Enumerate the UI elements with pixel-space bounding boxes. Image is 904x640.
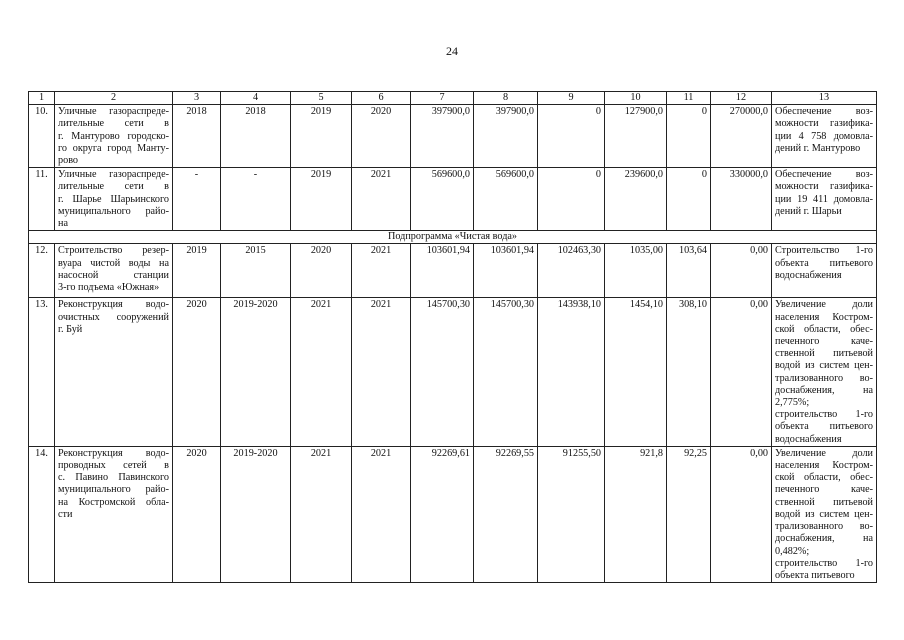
amount-cell: 1035,00	[605, 244, 667, 298]
expected-result-line: населения Костром-	[775, 311, 873, 323]
page-number: 24	[446, 44, 458, 58]
row-number: 10.	[29, 105, 55, 168]
expected-result-line: объекта питьевого	[775, 257, 873, 269]
row-number: 11.	[29, 168, 55, 231]
year-cell: 2021	[352, 168, 411, 231]
expected-result	[772, 168, 877, 231]
object-name-line: Уличные газораспреде-	[58, 169, 169, 181]
expected-result-line: объекта питьевого	[775, 569, 855, 581]
year-cell: 2020	[173, 298, 221, 446]
expected-result-line: Увеличение доли	[775, 447, 873, 459]
table-row	[29, 105, 877, 168]
year-cell: 2019	[291, 168, 352, 231]
amount-cell: 1454,10	[605, 298, 667, 446]
column-number: 9	[538, 92, 605, 105]
amount-cell: 308,10	[667, 298, 711, 446]
amount-cell: 0,00	[711, 244, 772, 298]
expected-result-line: ской области, обес-	[775, 472, 873, 484]
expected-result-line: водой из систем цен-	[775, 360, 873, 372]
year-cell: 2020	[352, 105, 411, 168]
column-number: 7	[411, 92, 474, 105]
object-name-line: Реконструкция водо-	[58, 299, 169, 311]
expected-result-line: 0,482%;	[775, 545, 810, 557]
object-name-line: на Костромской обла-	[58, 496, 169, 508]
amount-cell: 569600,0	[474, 168, 538, 231]
expected-result	[772, 446, 877, 582]
row-number: 13.	[29, 298, 55, 446]
object-name-line: Уличные газораспреде-	[58, 106, 169, 118]
year-cell: 2019	[173, 244, 221, 298]
object-name	[55, 105, 173, 168]
expected-result-line: дений г. Шарьи	[775, 205, 842, 217]
table-row	[29, 446, 877, 582]
object-name-line: муниципального райо-	[58, 205, 169, 217]
object-name-line: вуара чистой воды на	[58, 257, 169, 269]
year-cell: 2020	[173, 446, 221, 582]
column-number: 2	[55, 92, 173, 105]
row-number: 12.	[29, 244, 55, 298]
amount-cell: 921,8	[605, 446, 667, 582]
object-name-line: лительные сети в	[58, 181, 169, 193]
year-cell: -	[221, 168, 291, 231]
year-cell: 2019-2020	[221, 298, 291, 446]
object-name-line: с. Павино Павинского	[58, 472, 169, 484]
amount-cell: 0	[667, 105, 711, 168]
amount-cell: 145700,30	[474, 298, 538, 446]
object-name	[55, 168, 173, 231]
expected-result-line: водоснабжения	[775, 433, 842, 445]
amount-cell: 397900,0	[411, 105, 474, 168]
column-number: 3	[173, 92, 221, 105]
expected-result-line: объекта питьевого	[775, 421, 873, 433]
amount-cell: 127900,0	[605, 105, 667, 168]
amount-cell: 102463,30	[538, 244, 605, 298]
expected-result	[772, 105, 877, 168]
expected-result-line: печенного каче-	[775, 484, 873, 496]
amount-cell: 91255,50	[538, 446, 605, 582]
expected-result-line: трализованного во-	[775, 372, 873, 384]
object-name-line: г. Мантурово городско-	[58, 130, 169, 142]
expected-result-line: ственной питьевой	[775, 348, 873, 360]
column-number: 11	[667, 92, 711, 105]
amount-cell: 0,00	[711, 446, 772, 582]
column-number: 13	[772, 92, 877, 105]
amount-cell: 103601,94	[411, 244, 474, 298]
object-name	[55, 244, 173, 298]
expected-result-line: ской области, обес-	[775, 323, 873, 335]
amount-cell: 270000,0	[711, 105, 772, 168]
amount-cell: 0	[667, 168, 711, 231]
amount-cell: 92269,55	[474, 446, 538, 582]
expected-result-line: водой из систем цен-	[775, 508, 873, 520]
year-cell: 2015	[221, 244, 291, 298]
amount-cell: 145700,30	[411, 298, 474, 446]
year-cell: 2018	[221, 105, 291, 168]
object-name-line: муниципального райо-	[58, 484, 169, 496]
object-name-line: сти	[58, 508, 73, 520]
object-name-line: г. Шарье Шарьинского	[58, 193, 169, 205]
object-name-line: 3-го подъема «Южная»	[58, 282, 160, 294]
column-number: 12	[711, 92, 772, 105]
expected-result-line: можности газифика-	[775, 118, 873, 130]
amount-cell: 92,25	[667, 446, 711, 582]
object-name-line: го округа город Манту-	[58, 142, 169, 154]
amount-cell: 143938,10	[538, 298, 605, 446]
expected-result	[772, 244, 877, 298]
year-cell: 2021	[352, 244, 411, 298]
column-number: 8	[474, 92, 538, 105]
expected-result-line: водоснабжения	[775, 269, 842, 281]
object-name-line: г. Буй	[58, 323, 83, 335]
amount-cell: 0	[538, 105, 605, 168]
amount-cell: 397900,0	[474, 105, 538, 168]
object-name-line: очистных сооружений	[58, 311, 169, 323]
object-name-line: рово	[58, 155, 79, 167]
expected-result-line: 2,775%;	[775, 397, 810, 409]
table-row	[29, 244, 877, 298]
expected-result-line: ции 19 411 домовла-	[775, 193, 873, 205]
amount-cell: 330000,0	[711, 168, 772, 231]
expected-result-line: дений г. Мантурово	[775, 142, 861, 154]
column-number: 6	[352, 92, 411, 105]
column-number: 4	[221, 92, 291, 105]
year-cell: 2019-2020	[221, 446, 291, 582]
expected-result-line: ции 4 758 домовла-	[775, 130, 873, 142]
amount-cell: 103,64	[667, 244, 711, 298]
column-number: 1	[29, 92, 55, 105]
object-name-line: насосной станции	[58, 269, 169, 281]
expected-result-line: строительство 1-го	[775, 557, 873, 569]
year-cell: 2021	[352, 298, 411, 446]
object-name-line: лительные сети в	[58, 118, 169, 130]
year-cell: 2021	[291, 298, 352, 446]
expected-result-line: Обеспечение воз-	[775, 169, 873, 181]
column-number: 10	[605, 92, 667, 105]
expected-result-line: строительство 1-го	[775, 409, 873, 421]
expected-result-line: можности газифика-	[775, 181, 873, 193]
object-name-line: Реконструкция водо-	[58, 447, 169, 459]
amount-cell: 0	[538, 168, 605, 231]
object-name-line: на	[58, 218, 68, 230]
amount-cell: 0,00	[711, 298, 772, 446]
section-row	[29, 231, 877, 244]
column-number: 5	[291, 92, 352, 105]
expected-result-line: Обеспечение воз-	[775, 106, 873, 118]
table-row	[29, 168, 877, 231]
year-cell: 2019	[291, 105, 352, 168]
amount-cell: 239600,0	[605, 168, 667, 231]
amount-cell: 569600,0	[411, 168, 474, 231]
expected-result-line: доснабжения, на	[775, 384, 873, 396]
expected-result-line: трализованного во-	[775, 521, 873, 533]
year-cell: 2020	[291, 244, 352, 298]
object-name	[55, 298, 173, 446]
expected-result-line: Увеличение доли	[775, 299, 873, 311]
year-cell: -	[173, 168, 221, 231]
amount-cell: 92269,61	[411, 446, 474, 582]
expected-result-line: печенного каче-	[775, 336, 873, 348]
table-row	[29, 298, 877, 446]
year-cell: 2018	[173, 105, 221, 168]
expected-result	[772, 298, 877, 446]
year-cell: 2021	[352, 446, 411, 582]
expected-result-line: доснабжения, на	[775, 533, 873, 545]
expected-result-line: Строительство 1-го	[775, 245, 873, 257]
object-name-line: проводных сетей в	[58, 460, 169, 472]
section-title: Подпрограмма «Чистая вода»	[29, 231, 877, 244]
expected-result-line: населения Костром-	[775, 460, 873, 472]
amount-cell: 103601,94	[474, 244, 538, 298]
projects-table	[28, 91, 877, 583]
expected-result-line: ственной питьевой	[775, 496, 873, 508]
object-name	[55, 446, 173, 582]
year-cell: 2021	[291, 446, 352, 582]
object-name-line: Строительство резер-	[58, 245, 169, 257]
table-body	[29, 92, 877, 583]
row-number: 14.	[29, 446, 55, 582]
column-number-row	[29, 92, 877, 105]
